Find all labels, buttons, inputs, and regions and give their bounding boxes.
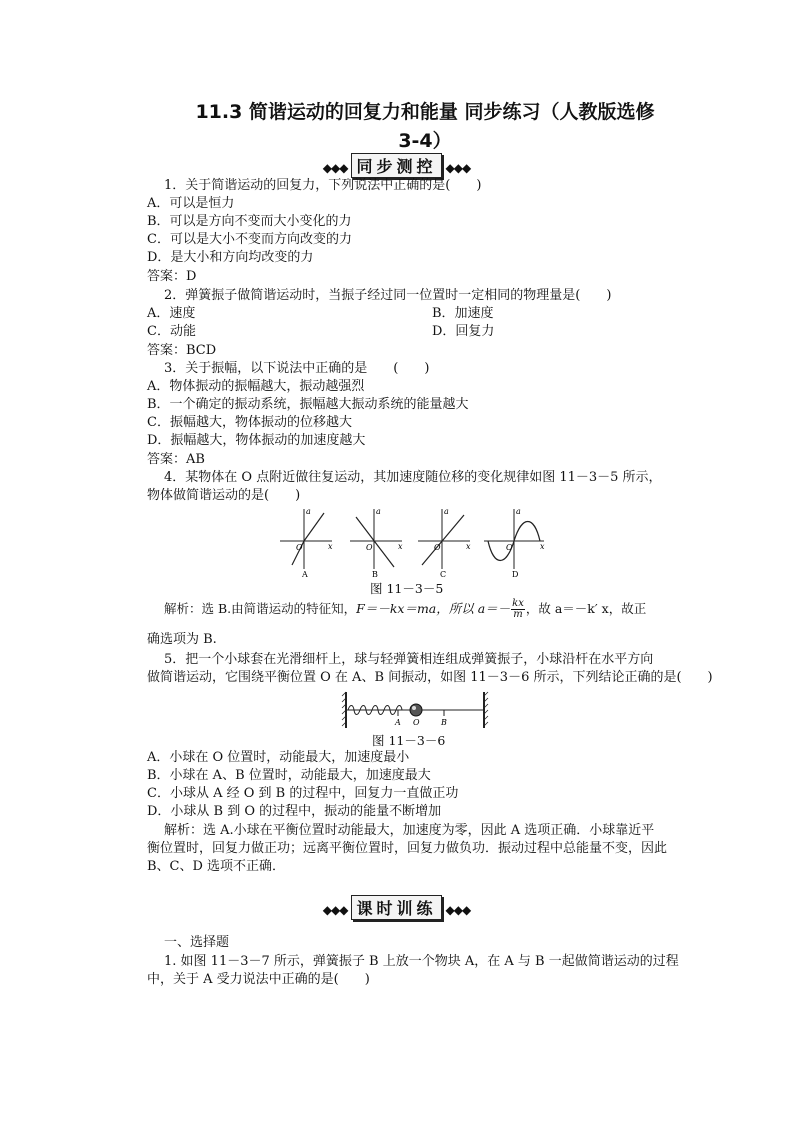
figure-11-3-5 bbox=[270, 505, 550, 580]
solution-text: 解析：选 B.由简谐运动的特征知， bbox=[164, 601, 357, 616]
fraction-denominator: m bbox=[513, 609, 523, 620]
diamond-ornament-icon: ◆◆◆ bbox=[322, 903, 348, 917]
diamond-ornament-icon: ◆◆◆ bbox=[445, 161, 471, 175]
question-4-stem-line-1: 4．某物体在 O 点附近做往复运动，其加速度随位移的变化规律如图 11－3－5 所示， bbox=[164, 470, 662, 485]
axis-a-label: a bbox=[444, 507, 449, 516]
axis-a-label: a bbox=[516, 507, 521, 516]
part-heading: 一、选择题 bbox=[164, 935, 230, 950]
axis-a-label: a bbox=[306, 507, 311, 516]
axis-a-label: a bbox=[376, 507, 381, 516]
section-title: 同步测控 bbox=[351, 153, 441, 178]
question-5-solution-line-3: B、C、D 选项不正确． bbox=[147, 859, 286, 874]
question-5-stem-line-1: 5．把一个小球套在光滑细杆上，球与轻弹簧相连组成弹簧振子，小球沿杆在水平方向 bbox=[164, 652, 654, 667]
origin-label: O bbox=[296, 543, 303, 552]
graph-label-a: A bbox=[302, 570, 308, 579]
graph-label-b: B bbox=[372, 570, 378, 579]
question-5-solution-line-2: 衡位置时，回复力做正功；远离平衡位置时，回复力做负功．振动过程中总能量不变，因此 bbox=[147, 841, 668, 856]
question-5-option-c: C．小球从 A 经 O 到 B 的过程中，回复力一直做正功 bbox=[147, 786, 459, 801]
solution-text-tail: ，故 a＝－k′ x，故正 bbox=[525, 601, 647, 616]
fraction bbox=[511, 599, 525, 620]
title-line-1: 11.3 简谐运动的回复力和能量 同步练习（人教版选修 bbox=[195, 101, 655, 123]
graph-c bbox=[418, 507, 471, 579]
question-3-option-d: D．振幅越大，物体振动的加速度越大 bbox=[147, 433, 366, 448]
training-question-1-stem-line-1: 1. 如图 11－3－7 所示，弹簧振子 B 上放一个物块 A，在 A 与 B 一起做简谐运动的过程 bbox=[164, 954, 679, 969]
question-1-stem: 1．关于简谐运动的回复力，下列说法中正确的是( ) bbox=[164, 178, 482, 193]
section-header-sync-test bbox=[0, 153, 793, 178]
training-question-1-stem-line-2: 中，关于 A 受力说法中正确的是( ) bbox=[147, 972, 370, 987]
axis-x-label: x bbox=[540, 542, 545, 551]
section-header-class-training bbox=[0, 895, 793, 920]
question-5-option-b: B．小球在 A、B 位置时，动能最大，加速度最大 bbox=[147, 768, 431, 783]
question-1-option-d: D．是大小和方向均改变的力 bbox=[147, 250, 314, 265]
figure-caption: 图 11－3－5 bbox=[370, 581, 444, 596]
question-3-option-c: C．振幅越大，物体振动的位移越大 bbox=[147, 415, 352, 430]
question-1-option-b: B．可以是方向不变而大小变化的力 bbox=[147, 214, 352, 229]
graph-label-d: D bbox=[512, 570, 519, 579]
origin-label: O bbox=[366, 543, 373, 552]
question-4-solution-line-1 bbox=[164, 599, 646, 620]
question-3-option-b: B．一个确定的振动系统，振幅越大振动系统的能量越大 bbox=[147, 397, 469, 412]
point-o-label: O bbox=[413, 718, 420, 727]
graph-label-c: C bbox=[440, 570, 447, 579]
figure-caption: 图 11－3－6 bbox=[372, 733, 446, 748]
question-1-option-c: C．可以是大小不变而方向改变的力 bbox=[147, 232, 352, 247]
question-4-stem-line-2: 物体做简谐运动的是( ) bbox=[147, 488, 301, 503]
question-2-answer: 答案：BCD bbox=[147, 343, 217, 358]
page-title bbox=[160, 98, 690, 156]
fraction-numerator: kx bbox=[512, 598, 524, 609]
question-3-stem: 3．关于振幅，以下说法中正确的是 ( ) bbox=[164, 361, 430, 376]
question-5-option-d: D．小球从 B 到 O 的过程中，振动的能量不断增加 bbox=[147, 804, 442, 819]
question-1-option-a: A．可以是恒力 bbox=[147, 196, 235, 211]
question-1-answer: 答案：D bbox=[147, 269, 197, 284]
axis-x-label: x bbox=[466, 542, 471, 551]
solution-formula: F＝－kx＝ma，所以 a＝－ bbox=[356, 601, 511, 616]
graph-b bbox=[350, 507, 403, 579]
question-2-option-c: C．动能 bbox=[147, 324, 196, 339]
diamond-ornament-icon: ◆◆◆ bbox=[445, 903, 471, 917]
question-5-stem-line-2: 做简谐运动，它围绕平衡位置 O 在 A、B 间振动，如图 11－3－6 所示，下列结论正确的是( ) bbox=[147, 670, 713, 685]
diamond-ornament-icon: ◆◆◆ bbox=[322, 161, 348, 175]
question-5-solution-line-1: 解析：选 A.小球在平衡位置时动能最大，加速度为零，因此 A 选项正确．小球靠近平 bbox=[164, 823, 655, 838]
axis-x-label: x bbox=[398, 542, 403, 551]
question-4-solution-line-2: 确选项为 B. bbox=[147, 632, 217, 647]
section-title: 课时训练 bbox=[351, 895, 441, 920]
question-2-option-a: A．速度 bbox=[147, 306, 196, 321]
figure-11-3-6 bbox=[340, 688, 490, 732]
axis-x-label: x bbox=[328, 542, 333, 551]
question-2-option-d: D．回复力 bbox=[432, 324, 495, 339]
title-line-2: 3-4） bbox=[398, 130, 452, 152]
question-2-option-b: B．加速度 bbox=[432, 306, 494, 321]
graph-a bbox=[280, 507, 333, 579]
point-a-label: A bbox=[395, 718, 401, 727]
question-3-option-a: A．物体振动的振幅越大，振动越强烈 bbox=[147, 379, 365, 394]
question-2-stem: 2．弹簧振子做简谐运动时，当振子经过同一位置时一定相同的物理量是( ) bbox=[164, 288, 612, 303]
point-b-label: B bbox=[441, 718, 447, 727]
question-5-option-a: A．小球在 O 位置时，动能最大，加速度最小 bbox=[147, 750, 410, 765]
origin-label: O bbox=[434, 543, 441, 552]
graph-d bbox=[484, 507, 545, 579]
question-3-answer: 答案：AB bbox=[147, 452, 205, 467]
ball-icon bbox=[410, 704, 422, 716]
origin-label: O bbox=[506, 543, 513, 552]
